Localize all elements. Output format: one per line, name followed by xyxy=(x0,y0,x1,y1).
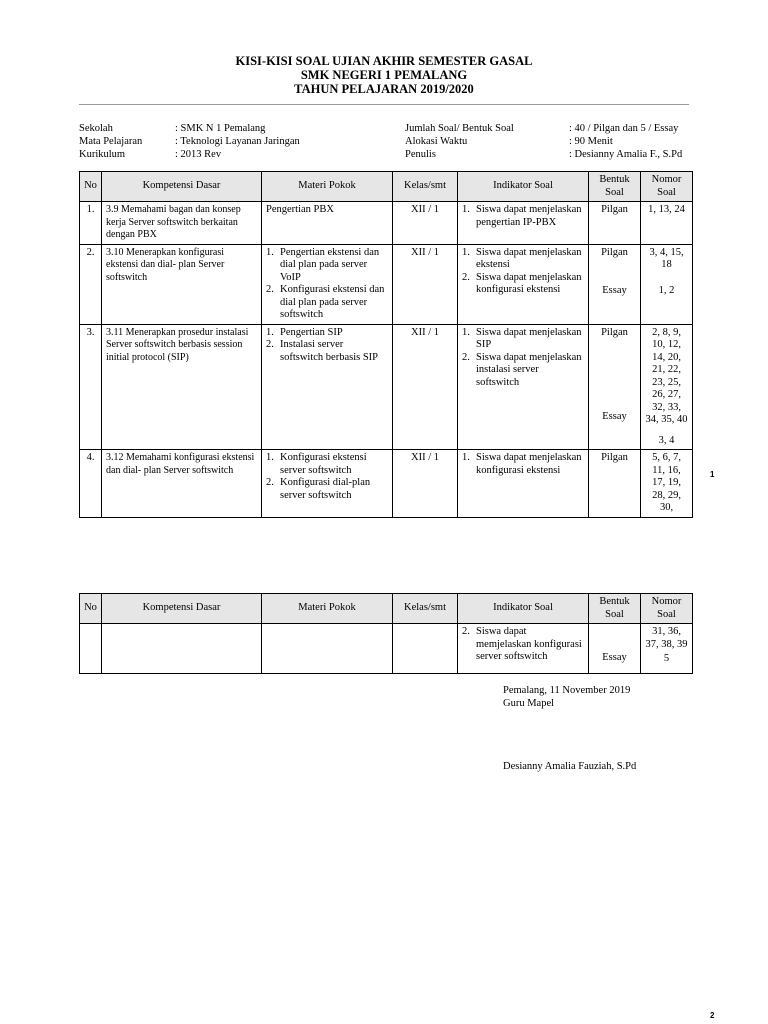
list-text: Instalasi server softswitch berbasis SIP xyxy=(280,339,378,363)
list-number: 1. xyxy=(462,326,470,338)
list-text: Konfigurasi ekstensi server softswitch xyxy=(280,452,367,476)
info-label-sekolah: Sekolah xyxy=(79,123,113,134)
spacer xyxy=(593,626,636,652)
list-text: Pengertian SIP xyxy=(280,326,343,338)
list-item xyxy=(266,477,388,502)
signature-place-date: Pemalang, 11 November 2019 xyxy=(503,685,631,696)
cell-bentuk: Pilgan xyxy=(589,450,641,518)
list-text: Konfigurasi dial-plan server softswitch xyxy=(280,477,371,501)
doc-title-line1: KISI-KISI SOAL UJIAN AKHIR SEMESTER GASAL xyxy=(235,54,533,68)
list-text: Siswa dapat menjelaskan instalasi server softswitch xyxy=(476,351,582,388)
list-text: Pengertian ekstensi dan dial plan pada server VoIP xyxy=(280,246,380,283)
info-label-mapel: Mata Pelajaran xyxy=(79,136,143,147)
kisi-kisi-table xyxy=(79,171,693,518)
list-item xyxy=(266,452,388,477)
cell-kd: 3.9 Memahami bagan dan konsep kerja Server softswitch berkaitan dengan PBX xyxy=(102,202,262,245)
list-item xyxy=(462,452,584,477)
doc-title-line3: TAHUN PELAJARAN 2019/2020 xyxy=(294,82,474,96)
list-item xyxy=(462,327,584,352)
col-header-kelas: Kelas/smt xyxy=(393,594,458,624)
nomor-pilgan: 2, 8, 9, 10, 12, 14, 20, 21, 22, 23, 25, 26, 27, 32, 33, 34, 35, 40 xyxy=(645,326,688,425)
list-number: 2. xyxy=(266,339,274,350)
cell-materi xyxy=(262,624,393,674)
cell-no: 4. xyxy=(80,450,102,518)
cell-nomor xyxy=(641,624,693,674)
info-left-values xyxy=(175,122,300,161)
list-text: Siswa dapat menjelaskan konfigurasi ekstensi xyxy=(476,452,582,476)
nomor-essay: 1, 2 xyxy=(658,284,675,296)
list-number: 2. xyxy=(266,284,274,295)
cell-nomor: 5, 6, 7, 11, 16, 17, 19, 28, 29, 30, xyxy=(641,450,693,518)
info-value-alokasi: : 90 Menit xyxy=(569,136,613,147)
cell-no: 3. xyxy=(80,324,102,450)
kisi-kisi-table-continued xyxy=(79,593,693,674)
bentuk-essay: Essay xyxy=(602,285,627,296)
table-row xyxy=(80,202,693,245)
info-label-alokasi: Alokasi Waktu xyxy=(405,136,468,147)
info-right-values xyxy=(569,122,682,161)
col-header-nomor xyxy=(641,594,693,624)
list-text: Siswa dapat menjelaskan ekstensi xyxy=(476,246,582,270)
list-item xyxy=(462,247,584,272)
col-header-nomor-2: Soal xyxy=(657,608,676,620)
cell-no xyxy=(80,624,102,674)
cell-kelas: XII / 1 xyxy=(393,244,458,324)
table-row xyxy=(80,244,693,324)
col-header-bentuk-1: Bentuk xyxy=(599,596,630,607)
cell-materi xyxy=(262,450,393,518)
list-number: 2. xyxy=(462,351,470,363)
cell-indikator xyxy=(458,624,589,674)
spacer xyxy=(645,272,688,285)
cell-no: 1. xyxy=(80,202,102,245)
list-text: Siswa dapat menjelaskan SIP xyxy=(476,326,582,350)
info-value-penulis: : Desianny Amalia F., S.Pd xyxy=(569,149,683,160)
cell-bentuk xyxy=(589,324,641,450)
bentuk-pilgan: Pilgan xyxy=(601,326,628,338)
col-header-indikator: Indikator Soal xyxy=(458,594,589,624)
page-number-2: 2 xyxy=(710,1011,715,1020)
col-header-nomor xyxy=(641,172,693,202)
spacer xyxy=(645,427,688,435)
list-number: 2. xyxy=(462,271,470,283)
list-number: 1. xyxy=(266,246,274,258)
info-value-kurikulum: : 2013 Rev xyxy=(175,149,222,160)
cell-no: 2. xyxy=(80,244,102,324)
cell-materi xyxy=(262,324,393,450)
cell-materi: Pengertian PBX xyxy=(262,202,393,245)
list-number: 2. xyxy=(462,626,470,637)
col-header-kd: Kompetensi Dasar xyxy=(102,594,262,624)
nomor-essay-count: 5 xyxy=(663,653,670,664)
list-item xyxy=(462,272,584,297)
col-header-indikator: Indikator Soal xyxy=(458,172,589,202)
col-header-kd: Kompetensi Dasar xyxy=(102,172,262,202)
cell-bentuk: Pilgan xyxy=(589,202,641,245)
list-number: 1. xyxy=(266,326,274,338)
info-left-labels xyxy=(79,122,142,161)
bentuk-essay: Essay xyxy=(602,652,627,663)
list-item xyxy=(266,247,388,285)
col-header-bentuk-2: Soal xyxy=(605,608,624,620)
list-item xyxy=(266,339,388,364)
col-header-nomor-1: Nomor xyxy=(651,174,682,185)
cell-indikator xyxy=(458,324,589,450)
info-value-sekolah: : SMK N 1 Pemalang xyxy=(175,123,266,134)
cell-bentuk xyxy=(589,244,641,324)
cell-nomor xyxy=(641,244,693,324)
bentuk-pilgan: Pilgan xyxy=(601,246,628,258)
bentuk-essay: Essay xyxy=(602,411,627,422)
cell-indikator xyxy=(458,202,589,245)
nomor-essay-list: 31, 36, 37, 38, 39 xyxy=(645,626,688,650)
cell-kelas: XII / 1 xyxy=(393,202,458,245)
col-header-kelas: Kelas/smt xyxy=(393,172,458,202)
cell-kd xyxy=(102,624,262,674)
list-text: Siswa dapat menjelaskan konfigurasi ekstensi xyxy=(476,271,582,295)
table-row xyxy=(80,450,693,518)
cell-kd: 3.11 Menerapkan prosedur instalasi Server softswitch berbasis session initial protocol (SIP) xyxy=(102,324,262,450)
list-number: 1. xyxy=(462,246,470,258)
cell-indikator xyxy=(458,244,589,324)
info-value-mapel: : Teknologi Layanan Jaringan xyxy=(175,136,300,147)
table-row xyxy=(80,324,693,450)
cell-kelas: XII / 1 xyxy=(393,324,458,450)
cell-kd: 3.12 Memahami konfigurasi ekstensi dan dial- plan Server softswitch xyxy=(102,450,262,518)
info-label-penulis: Penulis xyxy=(405,149,436,160)
info-label-jumlah-soal: Jumlah Soal/ Bentuk Soal xyxy=(405,123,514,134)
nomor-pilgan: 3, 4, 15, 18 xyxy=(649,246,684,270)
cell-nomor: 1, 13, 24 xyxy=(641,202,693,245)
cell-materi xyxy=(262,244,393,324)
page-number-1: 1 xyxy=(710,470,715,479)
cell-kelas: XII / 1 xyxy=(393,450,458,518)
col-header-bentuk-2: Soal xyxy=(605,186,624,198)
info-label-kurikulum: Kurikulum xyxy=(79,149,126,160)
list-number: 1. xyxy=(462,204,470,215)
col-header-materi: Materi Pokok xyxy=(262,594,393,624)
info-value-jumlah-soal: : 40 / Pilgan dan 5 / Essay xyxy=(569,123,679,134)
signature-role: Guru Mapel xyxy=(503,698,555,709)
list-item xyxy=(462,352,584,390)
cell-nomor xyxy=(641,324,693,450)
col-header-bentuk xyxy=(589,594,641,624)
table-row xyxy=(80,624,693,674)
col-header-nomor-1: Nomor xyxy=(651,596,682,607)
list-number: 2. xyxy=(266,477,274,488)
header-divider xyxy=(79,104,689,105)
list-text: Konfigurasi ekstensi dan dial plan pada server softswitch xyxy=(280,284,385,320)
list-text: Siswa dapat memjelaskan konfigurasi server softswitch xyxy=(476,626,582,662)
list-item xyxy=(462,626,584,664)
col-header-no: No xyxy=(80,594,102,624)
signature-name: Desianny Amalia Fauziah, S.Pd xyxy=(503,761,637,772)
list-number: 1. xyxy=(462,452,470,463)
cell-bentuk xyxy=(589,624,641,674)
list-item xyxy=(266,327,388,340)
list-item xyxy=(462,204,584,229)
list-item xyxy=(266,284,388,322)
cell-kelas xyxy=(393,624,458,674)
table-header-row xyxy=(80,172,693,202)
col-header-bentuk-1: Bentuk xyxy=(599,174,630,185)
list-number: 1. xyxy=(266,452,274,463)
col-header-nomor-2: Soal xyxy=(657,186,676,198)
table-header-row xyxy=(80,594,693,624)
list-text: Siswa dapat menjelaskan pengertian IP-PBX xyxy=(476,204,582,228)
doc-title-line2: SMK NEGERI 1 PEMALANG xyxy=(300,68,468,82)
info-right-labels xyxy=(405,122,514,161)
col-header-no: No xyxy=(80,172,102,202)
spacer xyxy=(593,259,636,285)
cell-kd: 3.10 Menerapkan konfigurasi ekstensi dan dial- plan Server softswitch xyxy=(102,244,262,324)
col-header-bentuk xyxy=(589,172,641,202)
spacer xyxy=(593,339,636,411)
cell-indikator xyxy=(458,450,589,518)
col-header-materi: Materi Pokok xyxy=(262,172,393,202)
nomor-essay: 3, 4 xyxy=(658,434,675,446)
